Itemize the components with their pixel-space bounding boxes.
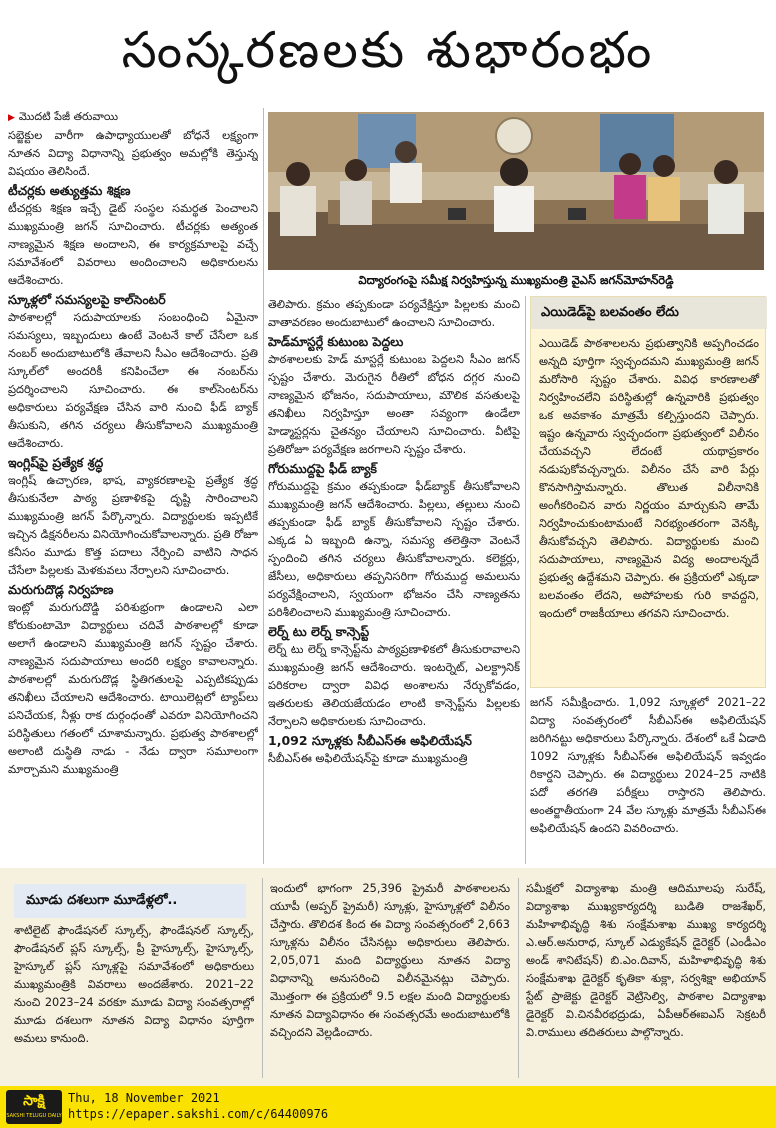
sakshi-logo[interactable] <box>6 1090 62 1124</box>
paragraph: శాటిలైట్ ఫౌండేషనల్ స్కూల్స్, ఫౌండేషనల్ స్కూల్స్, ఫౌండేషనల్ ప్లస్ స్కూల్స్, ప్రీ హైస్కూల్స్, హైస్కూల్స్, హైస్కూల్ ప్లస్ స్కూళ్లపై సమావేశంలో అధికారులు ముఖ్యమంత్రికి వివరాలు అందజేశారు. 2021–22 నుంచి 2023–24 వరకూ మూడు విద్యా సంవత్సరాల్లో మూడు దశలుగా నూతన విద్యా విధానం పూర్తిగా అమలు కానుంది. <box>14 924 254 1045</box>
bottom-panel-title: మూడు దశలుగా మూడేళ్లలో.. <box>14 884 246 918</box>
subheading: లెర్న్ టు లెర్న్ కాన్సెప్ట్ <box>268 624 370 639</box>
subheading: గోరుముద్దపై ఫీడ్ బ్యాక్ <box>268 461 377 476</box>
continued-label: మొదటి పేజీ తరువాయి <box>18 110 119 123</box>
column-divider <box>525 296 526 864</box>
aided-schools-box <box>530 296 766 688</box>
paragraph: పాఠశాలలకు హెడ్ మాస్టర్లే కుటుంబ పెద్దలని సీఎం జగన్ స్పష్టం చేశారు. మెరుగైన రీతిలో బోధన దగ్గర నుంచి నాణ్యమైన భోజనం, సదుపాయాలు, మౌలిక వసతులపై తనిఖీలు నిర్వహిస్తూ అంతా సవ్యంగా ఉండేలా హెడ్మాస్టర్లను చైతన్యం చేయాలని సూచించారు. వీటిపై ప్రతిరోజూ పర్యవేక్షణ జరగాలని స్పష్టం చేశారు. <box>268 353 520 456</box>
paragraph: పాఠశాలల్లో సదుపాయాలకు సంబంధించి ఏమైనా సమస్యలు, ఇబ్బందులు ఉంటే వెంటనే కాల్ చేసేలా ఒక నంబర్ అందుబాటులోకి తేవాలని సీఎం ఆదేశించారు. ప్రతి స్కూల్‌లో అందరికీ కనిపించేలా ఈ నంబర్‌ను ప్రదర్శించాలని సూచించారు. ఈ కాల్‌సెంటర్‌ను అధికారులు పర్యవేక్షణ చేసిన వారి నుంచి ఫీడ్ బ్యాక్ తీసుకుని, తగిన చర్యలు తీసుకోవాలని ముఖ్యమంత్రి ఆదేశించారు. <box>8 311 258 450</box>
column-divider <box>262 878 263 1078</box>
subheading: స్కూళ్లలో సమస్యలపై కాల్‌సెంటర్ <box>8 292 166 307</box>
article-column-1 <box>8 108 258 864</box>
paragraph: సమీక్షలో విద్యాశాఖ మంత్రి ఆదిమూలపు సురేష్, విద్యాశాఖ ముఖ్యకార్యదర్శి బుడితి రాజశేఖర్, మహిళాభివృద్ధి శిశు సంక్షేమశాఖ ముఖ్య కార్యదర్శి ఎ.ఆర్.అనురాధ, స్కూల్ ఎడ్యుకేషన్ డైరెక్టర్ (ఎండీఎం అండ్ శానిటేషన్) బి.ఎం.దివాన్, మహిళాభివృద్ధి శిశు సంక్షేమశాఖ డైరెక్టర్ కృతికా శుక్లా, సర్వశిక్షా అభియాన్ స్టేట్ ప్రాజెక్టు డైరెక్టర్ వెట్రిసెల్వి, పాఠశాల విద్యాశాఖ డైరెక్టర్ వి.చినవీరభద్రుడు, ఏపీఆర్‌ఈఐఎస్ సెక్రటరీ వి.రాములు తదితరులు పాల్గొన్నారు. <box>526 882 766 1039</box>
article-column-2 <box>268 296 520 864</box>
subheading: ఇంగ్లిష్‌పై ప్రత్యేక శ్రద్ధ <box>8 455 104 470</box>
paragraph: గోరుముద్దపై క్రమం తప్పకుండా ఫీడ్‌బ్యాక్ తీసుకోవాలని ముఖ్యమంత్రి జగన్ ఆదేశించారు. పిల్లలు, తల్లులు నుంచి తప్పకుండా ఫీడ్ బ్యాక్ తీసుకోవాలని స్పష్టం చేశారు. ఎక్కడ ఏ ఇబ్బంది ఉన్నా, సమస్య తలెత్తినా వెంటనే స్పందించి తగిన చర్యలు తీసుకోవాలన్నారు. కలెక్టర్లు, జేసీలు, అధికారులు తప్పనిసరిగా గోరుముద్ద అమలును పర్యవేక్షించాలని, స్వయంగా భోజనం చేసి నాణ్యతను పరిశీలించాలని ముఖ్యమంత్రి సూచించారు. <box>268 480 520 619</box>
box-body: ఎయిడెడ్ పాఠశాలలను ప్రభుత్వానికి అప్పగించడం అన్నది పూర్తిగా స్వచ్ఛందమని ముఖ్యమంత్రి జగన్ మరోసారి స్పష్టం చేశారు. వివిధ కారణాలతో నిర్వహించలేని పరిస్థితుల్లో ఉన్నవారికి ప్రభుత్వం ఒక అవకాశం మాత్రమే కల్పిస్తుందని చెప్పారు. ఇష్టం ఉన్నవారు స్వచ్ఛందంగా ప్రభుత్వంలో విలీనం చేయవచ్చని లేదంటే యథాప్రకారం నడుపుకోవచ్చన్నారు. విలీనం చేసే వారి పేర్లు కొనసాగిస్తామన్నారు. తొలుత విలీనానికి అంగీకరించిన వారు నిర్ణయం మార్చుకుని తామే నిర్వహించుకుంటామంటే నిరభ్యంతరంగా వెనక్కి తీసుకోవచ్చని తెలిపారు. విద్యార్థులకు మంచి సదుపాయాలు, నాణ్యమైన విద్య అందాలన్నదే ప్రభుత్వ ఉద్దేశమని చెప్పారు. ఈ ప్రక్రియలో ఎక్కడా బలవంతం లేదని, అపోహలకు గురి కావద్దని, ఇందులో రాజకీయాలు తగవని సూచించారు. <box>539 337 759 620</box>
box-title: ఎయిడెడ్‌పై బలవంతం లేదు <box>531 297 767 329</box>
continued-marker <box>8 108 258 127</box>
article-column-3 <box>530 694 766 864</box>
paragraph: తెలిపారు. క్రమం తప్పకుండా పర్యవేక్షిస్తూ పిల్లలకు మంచి వాతావరణం అందుబాటులో ఉంచాలని సూచించారు. <box>268 298 520 329</box>
paragraph: సబ్జెక్టుల వారీగా ఉపాధ్యాయులతో బోధనే లక్ష్యంగా నూతన విద్యా విధానాన్ని ప్రభుత్వం అమల్లోకి తెస్తున్న విషయం తెలిసిందే. <box>8 129 258 178</box>
meeting-photo <box>268 112 764 270</box>
bottom-column-2 <box>270 880 510 1080</box>
bottom-column-1 <box>14 922 254 1082</box>
epaper-link[interactable]: https://epaper.sakshi.com/c/64400976 <box>68 1107 329 1121</box>
subheading: 1,092 స్కూళ్లకు సీబీఎస్‌ఈ అఫిలియేషన్ <box>268 733 472 748</box>
bottom-column-3 <box>526 880 766 1080</box>
subheading: మరుగుదొడ్ల నిర్వహణ <box>8 582 114 597</box>
photo-caption: విద్యారంగంపై సమీక్ష నిర్వహిస్తున్న ముఖ్యమంత్రి వైఎస్ జగన్‌మోహన్‌రెడ్డి <box>358 273 674 287</box>
triangle-icon: ▶ <box>8 113 15 123</box>
edition-date: Thu, 18 November 2021 <box>68 1091 220 1105</box>
column-divider <box>263 108 264 864</box>
paragraph: ఇంట్లో మరుగుదొడ్డి పరిశుభ్రంగా ఉండాలని ఎలా కోరుకుంటామో విద్యార్థులు చదివే పాఠశాలల్లో కూడా అలాగే ఉండాలని ముఖ్యమంత్రి జగన్ స్పష్టం చేశారు. నాణ్యమైన సదుపాయాలు అందరి లక్ష్యం కావాలన్నారు. పాఠశాలల్లో మరుగుదొడ్ల స్థితిగతులపై ఎప్పటికప్పుడు తనిఖీలు చేయాలని ఆదేశించారు. టాయిలెట్లలో ట్యాప్‌లు పనిచేయక, నీళ్లు రాక దుర్గంధంతో ఎవరూ వినియోగించని పరిస్థితులు గతంలో చూశామన్నారు. ప్రభుత్వ పాఠశాలల్లో అలాంటి దుస్థితి నాడు - నేడు ద్వారా సమూలంగా మార్చామని ముఖ్యమంత్రి <box>8 601 258 776</box>
paragraph: సీబీఎస్‌ఈ అఫిలియేషన్‌పై కూడా ముఖ్యమంత్రి <box>268 752 468 765</box>
paragraph: ఇందులో భాగంగా 25,396 ప్రైమరీ పాఠశాలలను యూపీ (అప్పర్ ప్రైమరీ) స్కూళ్లు, హైస్కూళ్లలో విలీనం చేస్తారు. తొలిదశ కింద ఈ విద్యా సంవత్సరంలో 2,663 స్కూళ్లను విలీనం చేసినట్లు అధికారులు తెలిపారు. 2,05,071 మంది విద్యార్థులు నూతన విద్యా విధానాన్ని అనుసరించి విలీనమైనట్లు చెప్పారు. మొత్తంగా ఈ ప్రక్రియలో 9.5 లక్షల మంది విద్యార్థులకు నూతన విద్యావిధానం ఈ సంవత్సరమే అందుబాటులోకి వచ్చిందని వెల్లడించారు. <box>270 882 510 1039</box>
logo-subtitle: SAKSHI TELUGU DAILY <box>6 1113 62 1119</box>
column-divider <box>518 878 519 1078</box>
subheading: టీచర్లకు అత్యుత్తమ శిక్షణ <box>8 183 131 198</box>
subheading: హెడ్‌మాస్టర్లే కుటుంబ పెద్దలు <box>268 334 404 349</box>
paragraph: లెర్న్ టు లెర్న్ కాన్సెప్ట్‌ను పాఠ్యప్రణాళికలో తీసుకురావాలని ముఖ్యమంత్రి జగన్ ఆదేశించారు. ఇంటర్నెట్, ఎలక్ట్రానిక్ పరికరాల ద్వారా వివిధ అంశాలను నేర్చుకోవడం, ఇతరులకు తెలియజేయడం లాంటి కాన్సెప్ట్‌ను పిల్లలకు నేర్పాలని అధికారులకు సూచించారు. <box>268 643 520 728</box>
meeting-photo-illustration <box>268 112 764 270</box>
paragraph: టీచర్లకు శిక్షణ ఇచ్చే డైట్ సంస్థల సమర్థత పెంచాలని ముఖ్యమంత్రి జగన్ సూచించారు. టీచర్లకు అత్యంత నాణ్యమైన శిక్షణ అందాలని, ఈ కార్యక్రమాలపై వచ్చే సమావేశంలో వివరాలు అందించాలని అధికారులను ఆదేశించారు. <box>8 202 258 287</box>
logo-text: సాక్షి <box>23 1093 45 1109</box>
paragraph: జగన్ సమీక్షించారు. 1,092 స్కూళ్లలో 2021–22 విద్యా సంవత్సరంలో సీబీఎస్‌ఈ అఫిలియేషన్ జరిగినట్టు అధికారులు పేర్కొన్నారు. దేశంలో ఒకే ఏడాది 1092 స్కూళ్లకు సీబీఎస్‌ఈ అఫిలియేషన్ ఇవ్వడం రికార్డని చెప్పారు. ఈ విద్యార్థులు 2024–25 నాటికి పదో తరగతి పరీక్షలు రాస్తారని తెలిపారు. అంతర్జాతీయంగా 24 వేల స్కూళ్లు మాత్రమే సీబీఎస్‌ఈ అఫిలియేషన్ ఉందని వివరించారు. <box>530 696 766 835</box>
page-headline: సంస్కరణలకు శుభారంభం <box>121 21 655 79</box>
paragraph: ఇంగ్లిష్ ఉచ్చారణ, భాష, వ్యాకరణాలపై ప్రత్యేక శ్రద్ధ తీసుకునేలా పాఠ్య ప్రణాళికపై దృష్టి సారించాలని ముఖ్యమంత్రి జగన్ పేర్కొన్నారు. విద్యార్థులకు ఇప్పటికే ఇచ్చిన డిక్షనరీలను వినియోగించుకోవాలన్నారు. ప్రతి రోజూ కనీసం మూడు కొత్త పదాలు నేర్పించి వాటిని సాధన చేసేలా పిల్లలకు మెళకువలు నేర్పాలని సూచించారు. <box>8 474 258 577</box>
